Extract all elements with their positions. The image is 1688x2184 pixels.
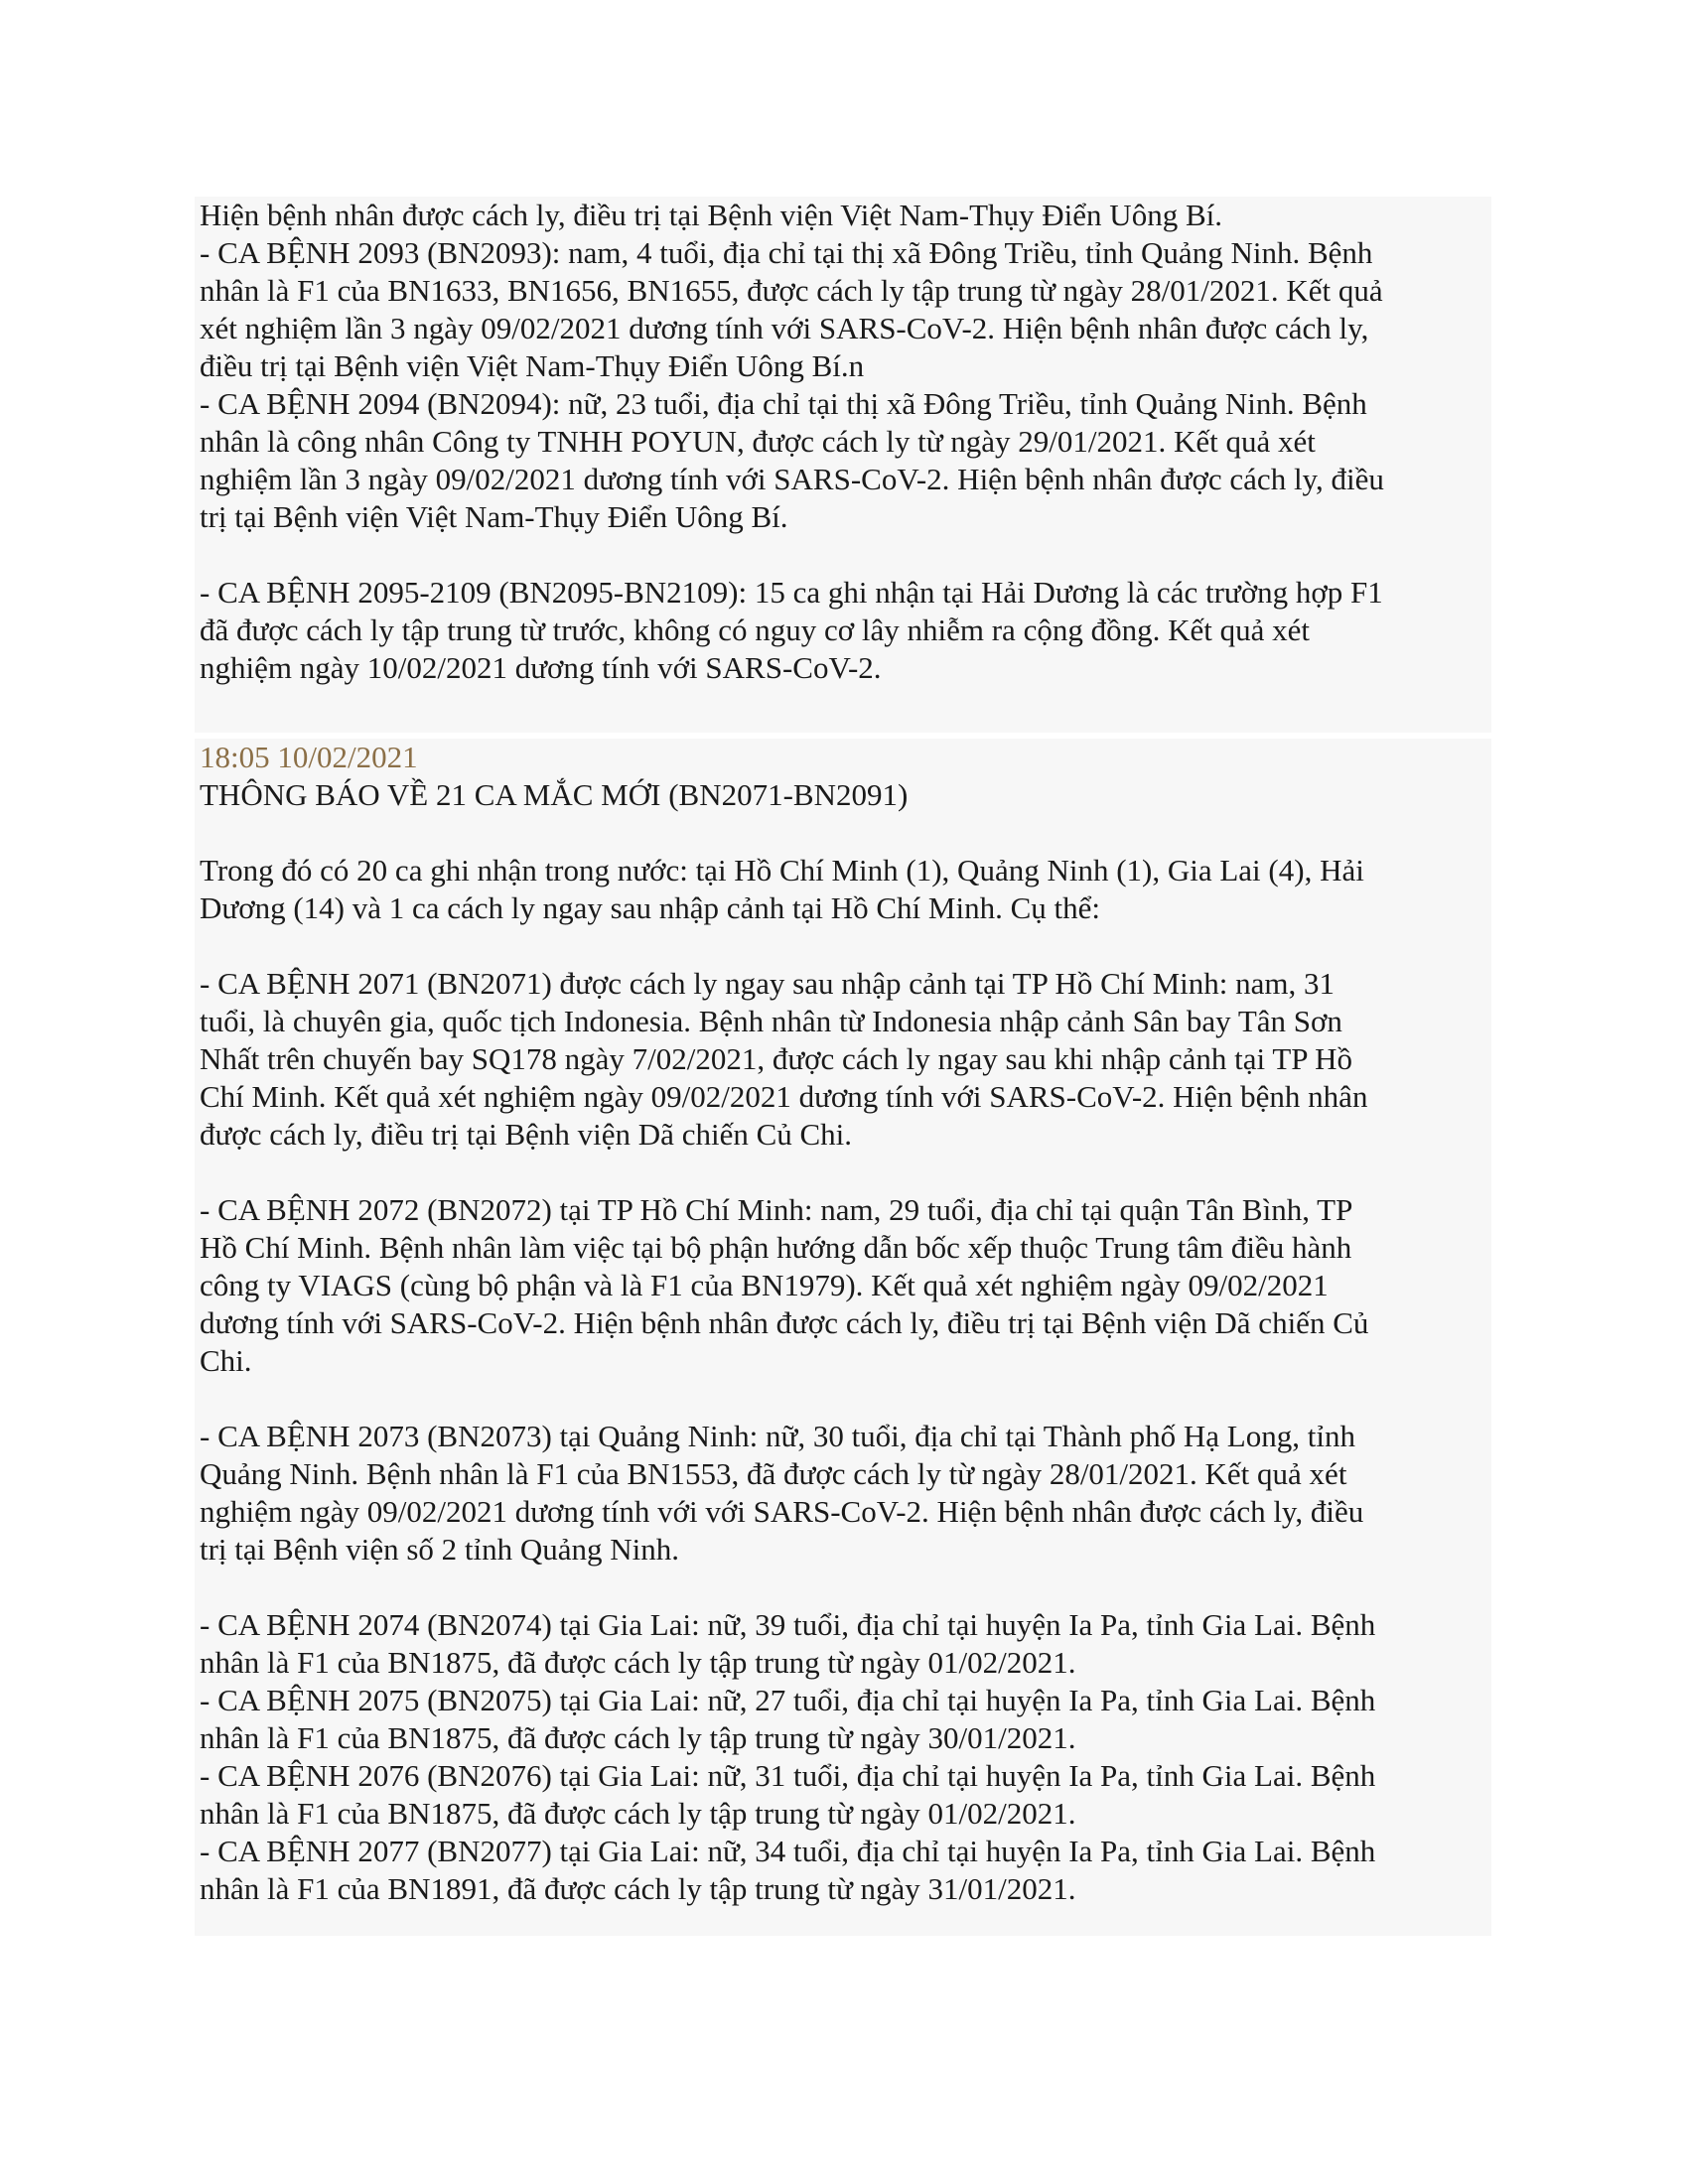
text-line: công ty VIAGS (cùng bộ phận và là F1 của BN1979). Kết quả xét nghiệm ngày 09/02/2021 bbox=[200, 1268, 1329, 1302]
text-line: nhân là công nhân Công ty TNHH POYUN, được cách ly từ ngày 29/01/2021. Kết quả xét bbox=[200, 424, 1316, 459]
text-line: điều trị tại Bệnh viện Việt Nam-Thụy Điển Uông Bí.n bbox=[200, 348, 865, 383]
timestamp: 18:05 10/02/2021 bbox=[200, 740, 418, 774]
text-line: - CA BỆNH 2076 (BN2076) tại Gia Lai: nữ, 31 tuổi, địa chỉ tại huyện Ia Pa, tỉnh Gia Lai. Bệnh bbox=[200, 1758, 1376, 1793]
text-line: Nhất trên chuyến bay SQ178 ngày 7/02/2021, được cách ly ngay sau khi nhập cảnh tại TP Hồ bbox=[200, 1041, 1353, 1076]
text-line: Chi. bbox=[200, 1343, 252, 1378]
text-line: Chí Minh. Kết quả xét nghiệm ngày 09/02/2021 dương tính với SARS-CoV-2. Hiện bệnh nhân bbox=[200, 1079, 1368, 1114]
text-line: dương tính với SARS-CoV-2. Hiện bệnh nhân được cách ly, điều trị tại Bệnh viện Dã chiến Củ bbox=[200, 1305, 1369, 1340]
text-line: - CA BỆNH 2095-2109 (BN2095-BN2109): 15 ca ghi nhận tại Hải Dương là các trường hợp F1 bbox=[200, 575, 1383, 610]
text-line: nghiệm ngày 10/02/2021 dương tính với SARS-CoV-2. bbox=[200, 650, 882, 685]
text-line: Quảng Ninh. Bệnh nhân là F1 của BN1553, đã được cách ly từ ngày 28/01/2021. Kết quả xét bbox=[200, 1456, 1347, 1491]
text-line: nhân là F1 của BN1875, đã được cách ly tập trung từ ngày 01/02/2021. bbox=[200, 1645, 1076, 1680]
news-block-previous bbox=[195, 197, 1491, 733]
text-line: - CA BỆNH 2075 (BN2075) tại Gia Lai: nữ, 27 tuổi, địa chỉ tại huyện Ia Pa, tỉnh Gia Lai. Bệnh bbox=[200, 1683, 1376, 1717]
text-line: nhân là F1 của BN1875, đã được cách ly tập trung từ ngày 01/02/2021. bbox=[200, 1796, 1076, 1831]
text-line: đã được cách ly tập trung từ trước, không có nguy cơ lây nhiễm ra cộng đồng. Kết quả xét bbox=[200, 613, 1310, 647]
text-line: Dương (14) và 1 ca cách ly ngay sau nhập cảnh tại Hồ Chí Minh. Cụ thể: bbox=[200, 890, 1101, 925]
text-line: nhân là F1 của BN1633, BN1656, BN1655, được cách ly tập trung từ ngày 28/01/2021. Kết quả bbox=[200, 273, 1383, 308]
text-line: trị tại Bệnh viện số 2 tỉnh Quảng Ninh. bbox=[200, 1532, 680, 1567]
text-line: - CA BỆNH 2094 (BN2094): nữ, 23 tuổi, địa chỉ tại thị xã Đông Triều, tỉnh Quảng Ninh. Bệnh bbox=[200, 386, 1367, 421]
text-line: nghiệm lần 3 ngày 09/02/2021 dương tính với SARS-CoV-2. Hiện bệnh nhân được cách ly, điều bbox=[200, 462, 1384, 496]
text-line: Hiện bệnh nhân được cách ly, điều trị tại Bệnh viện Việt Nam-Thụy Điển Uông Bí. bbox=[200, 198, 1222, 232]
text-line: Hồ Chí Minh. Bệnh nhân làm việc tại bộ phận hướng dẫn bốc xếp thuộc Trung tâm điều hành bbox=[200, 1230, 1352, 1265]
text-line: Trong đó có 20 ca ghi nhận trong nước: tại Hồ Chí Minh (1), Quảng Ninh (1), Gia Lai (4), Hải bbox=[200, 853, 1364, 887]
text-line: trị tại Bệnh viện Việt Nam-Thụy Điển Uông Bí. bbox=[200, 499, 788, 534]
text-line: nhân là F1 của BN1875, đã được cách ly tập trung từ ngày 30/01/2021. bbox=[200, 1720, 1076, 1755]
news-block-announcement bbox=[195, 739, 1491, 1936]
text-line: - CA BỆNH 2071 (BN2071) được cách ly ngay sau nhập cảnh tại TP Hồ Chí Minh: nam, 31 bbox=[200, 966, 1336, 1001]
announcement-title: THÔNG BÁO VỀ 21 CA MẮC MỚI (BN2071-BN2091) bbox=[200, 777, 909, 812]
text-line: nhân là F1 của BN1891, đã được cách ly tập trung từ ngày 31/01/2021. bbox=[200, 1871, 1076, 1906]
text-line: tuổi, là chuyên gia, quốc tịch Indonesia. Bệnh nhân từ Indonesia nhập cảnh Sân bay Tân Sơn bbox=[200, 1004, 1342, 1038]
text-line: - CA BỆNH 2074 (BN2074) tại Gia Lai: nữ, 39 tuổi, địa chỉ tại huyện Ia Pa, tỉnh Gia Lai. Bệnh bbox=[200, 1607, 1376, 1642]
text-line: xét nghiệm lần 3 ngày 09/02/2021 dương tính với SARS-CoV-2. Hiện bệnh nhân được cách ly, bbox=[200, 311, 1369, 345]
text-line: - CA BỆNH 2093 (BN2093): nam, 4 tuổi, địa chỉ tại thị xã Đông Triều, tỉnh Quảng Ninh. Bệnh bbox=[200, 235, 1373, 270]
text-line: - CA BỆNH 2077 (BN2077) tại Gia Lai: nữ, 34 tuổi, địa chỉ tại huyện Ia Pa, tỉnh Gia Lai. Bệnh bbox=[200, 1834, 1376, 1868]
text-line: - CA BỆNH 2072 (BN2072) tại TP Hồ Chí Minh: nam, 29 tuổi, địa chỉ tại quận Tân Bình, TP bbox=[200, 1192, 1353, 1227]
text-line: nghiệm ngày 09/02/2021 dương tính với với SARS-CoV-2. Hiện bệnh nhân được cách ly, điều bbox=[200, 1494, 1364, 1529]
text-line: - CA BỆNH 2073 (BN2073) tại Quảng Ninh: nữ, 30 tuổi, địa chỉ tại Thành phố Hạ Long, tỉnh bbox=[200, 1419, 1355, 1453]
text-line: được cách ly, điều trị tại Bệnh viện Dã chiến Củ Chi. bbox=[200, 1117, 853, 1152]
